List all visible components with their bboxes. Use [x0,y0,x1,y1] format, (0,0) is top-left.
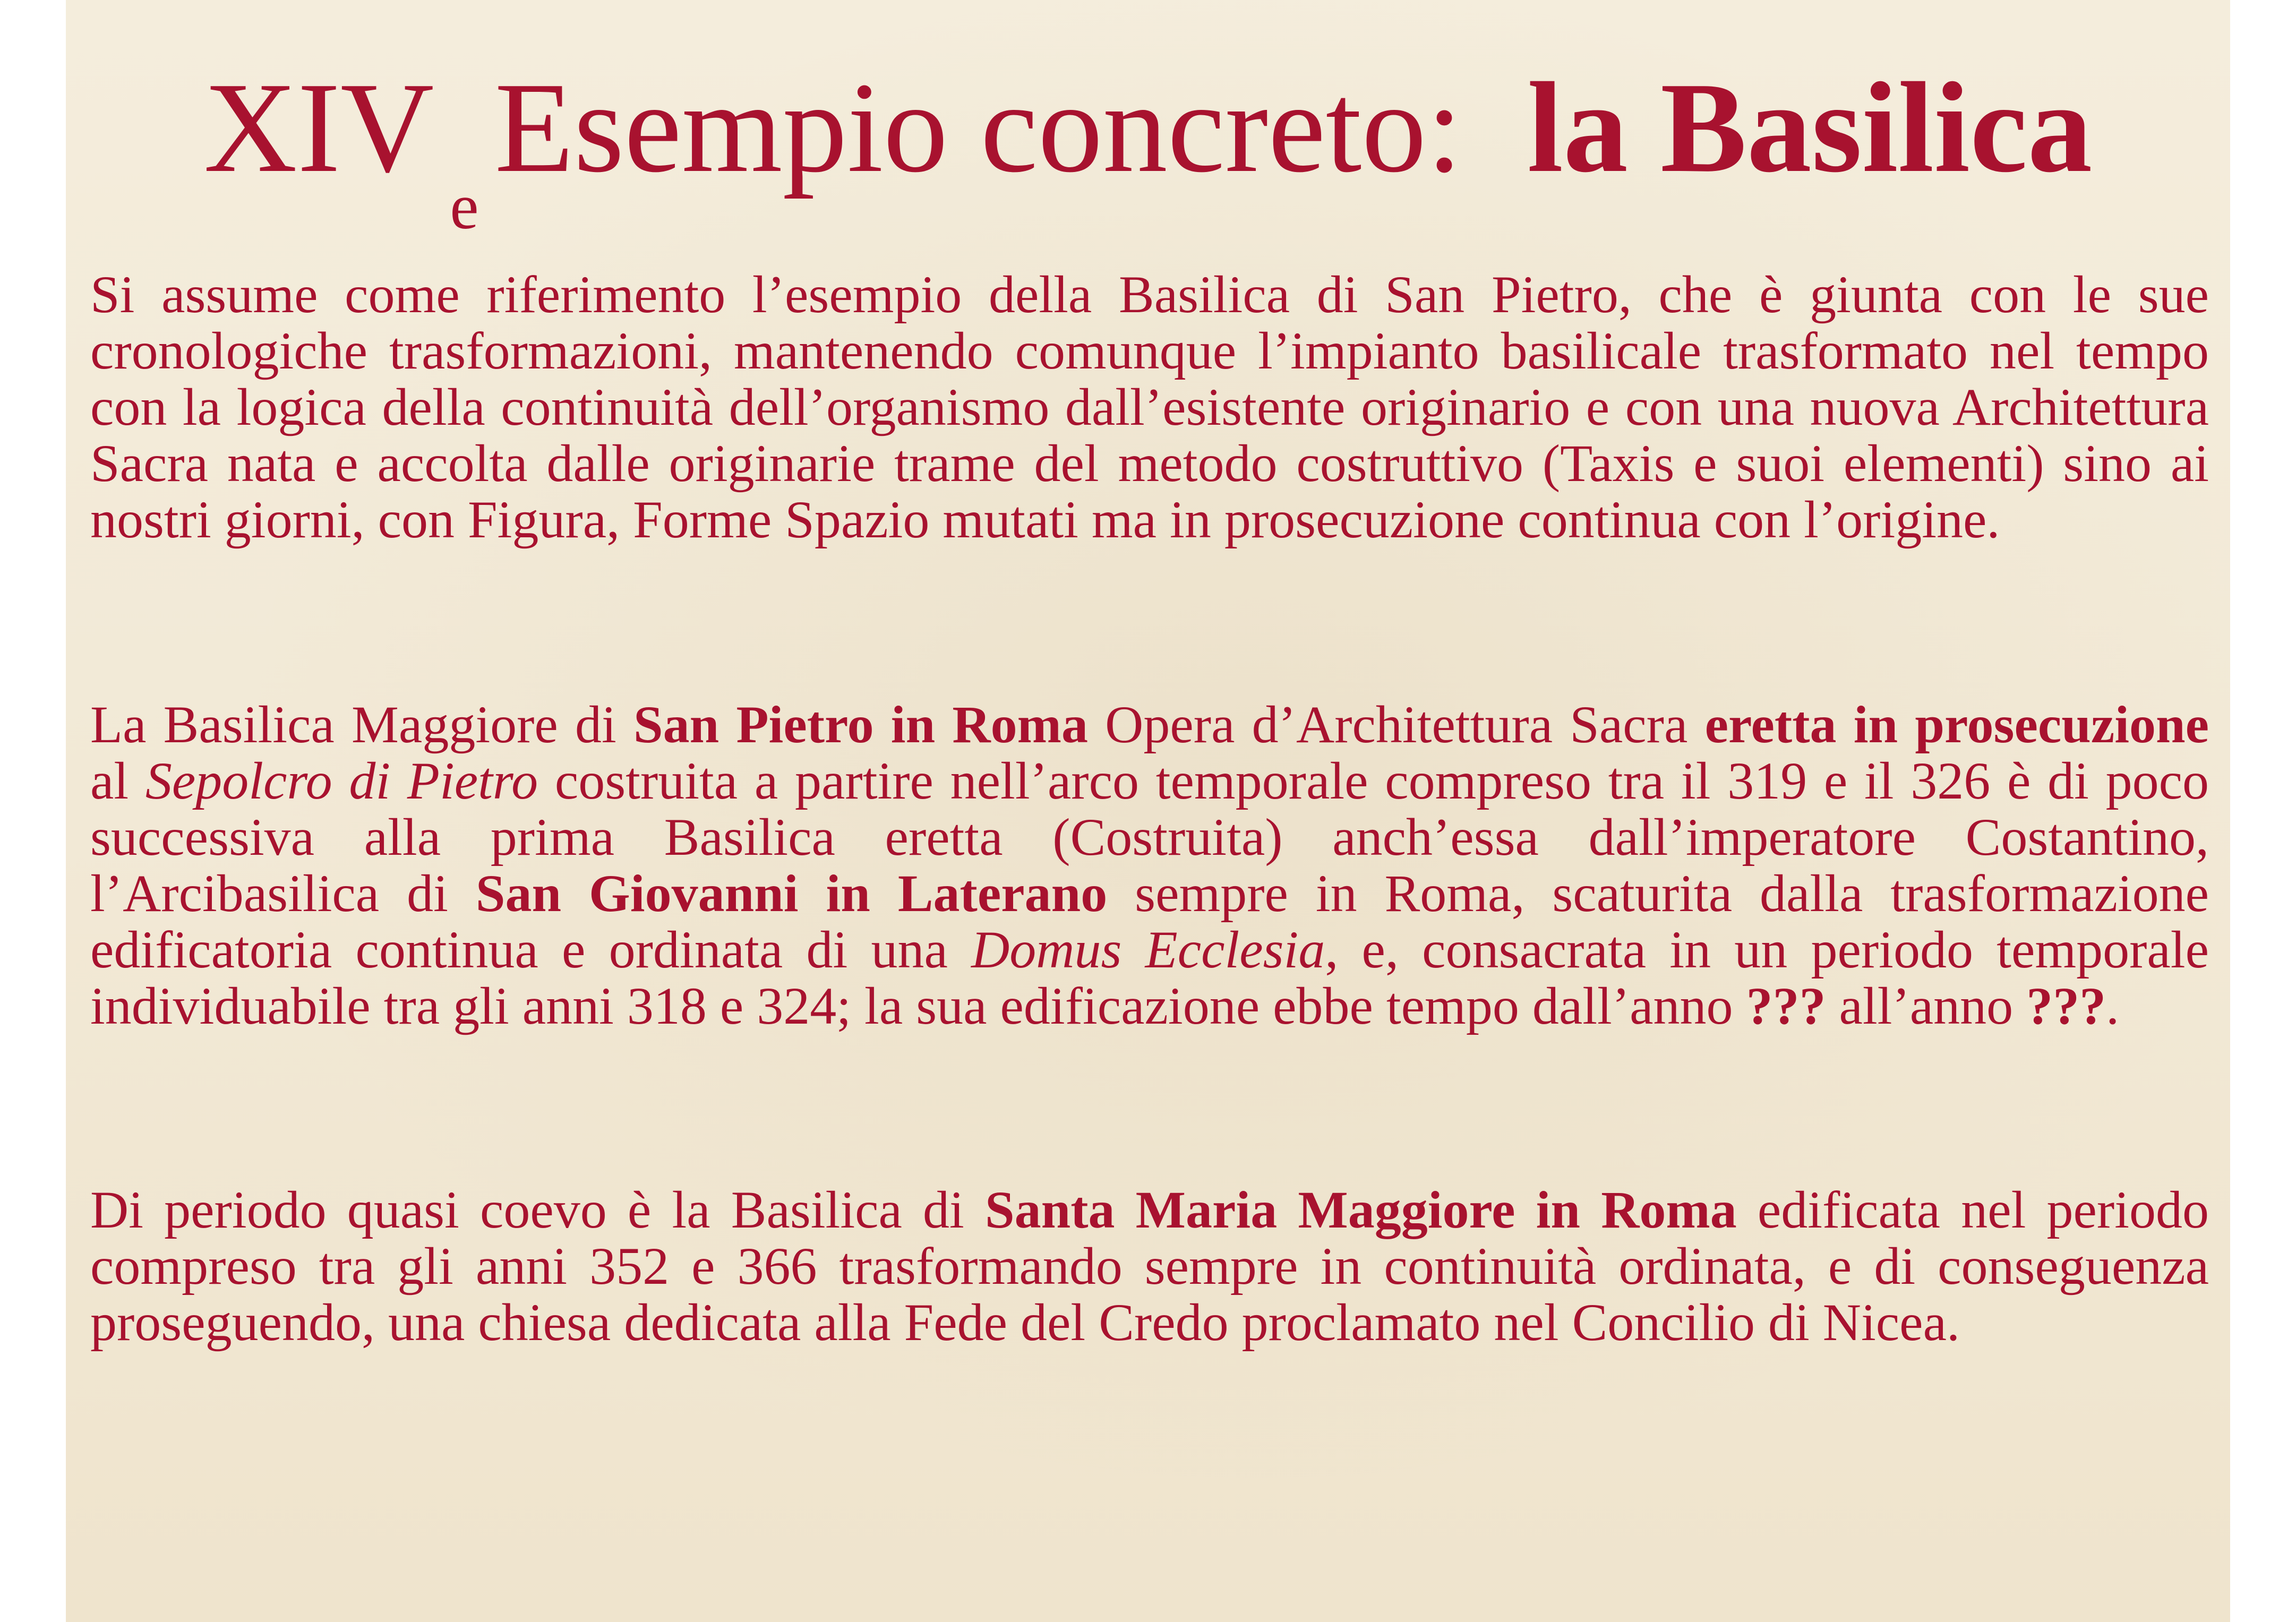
title-prefix: XIV [203,56,434,199]
p2-text-8: . [2106,976,2120,1035]
paragraph-2 [90,697,2209,1034]
p3-text-2: edificata nel periodo compreso tra gli anni 352 e 366 trasformando sempre in continuità ordinata, e di conseguenza proseguendo, una chiesa dedicata alla Fede del Credo proclamato nel Concilio di Nicea. [90,1180,2209,1352]
document-page [66,0,2230,1622]
page-title [66,56,2230,243]
p2-bold-eretta: eretta in prosecuzione [1704,695,2209,754]
p3-text-1: Di periodo quasi coevo è la Basilica di [90,1180,985,1239]
p2-bold-year-end: ??? [2026,976,2106,1035]
p2-text-5: sempre in Roma, scaturita dalla trasformazione edificatoria continua e ordinata di una [90,864,2209,979]
p2-text-7: all’anno [1826,976,2027,1035]
p2-text-6: , e, consacrata in un periodo temporale individuabile tra gli anni 318 e 324; la sua edificazione ebbe tempo dall’anno [90,920,2209,1035]
p3-bold-santa-maria: Santa Maria Maggiore in Roma [984,1180,1737,1239]
p2-text-1: La Basilica Maggiore di [90,695,634,754]
title-subscript: e [450,171,479,243]
p2-bold-year-start: ??? [1746,976,1826,1035]
p2-bold-laterano: San Giovanni in Laterano [475,864,1108,923]
p2-italic-sepolcro: Sepolcro di Pietro [145,751,538,810]
p2-text-4: costruita a partire nell’arco temporale compreso tra il 319 e il 326 è di poco successiva alla prima Basilica eretta (Costruita) anch’essa dall’imperatore Costantino, l’Arcibasilica di [90,751,2209,923]
p2-italic-domus: Domus Ecclesia [971,920,1325,979]
paragraph-3 [90,1182,2209,1351]
p2-bold-san-pietro: San Pietro in Roma [633,695,1088,754]
paragraph-1: Si assume come riferimento l’esempio della Basilica di San Pietro, che è giunta con le sue cronologiche trasformazioni, mantenendo comunque l’impianto basilicale trasformato nel tempo con la logica della continuità dell’organismo dall’esistente originario e con una nuova Architettura Sacra nata e accolta dalle originarie trame del metodo costruttivo (Taxis e suoi elementi) sino ai nostri giorni, con Figura, Forme Spazio mutati ma in prosecuzione continua con l’origine. [90,265,2209,549]
title-bold: la Basilica [1527,56,2093,199]
title-middle: Esempio concreto: [494,56,1463,199]
p2-text-3: al [90,751,145,810]
p2-text-2: Opera d’Architettura Sacra [1087,695,1705,754]
